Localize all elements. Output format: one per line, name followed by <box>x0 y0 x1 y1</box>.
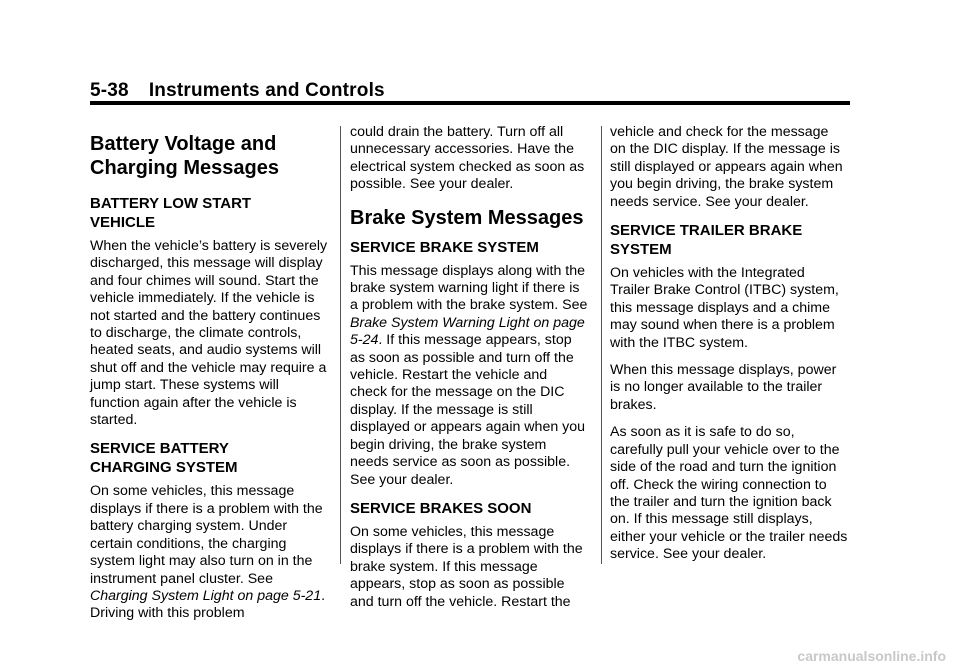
subheading-battery-low-start-vehicle: BATTERY LOW START VEHICLE <box>90 195 252 231</box>
brakes-soon-continuation-paragraph: vehicle and check for the message on the DIC display. If the message is still displayed or appears again when you begin driving, the brake system needs service. See your dealer. <box>610 124 843 210</box>
service-brakes-soon-paragraph: On some vehicles, this message displays if there is a problem with the brake system. If this message appears, stop as soon as possible and turn off the vehicle. Restart the <box>350 523 583 610</box>
subheading-service-brake-system: SERVICE BRAKE SYSTEM <box>350 238 539 256</box>
battery-continuation-paragraph: could drain the battery. Turn off all unnecessary accessories. Have the electrical system checked as soon as possible. See your dealer. <box>350 124 585 193</box>
subheading-service-trailer-brake-system: SERVICE TRAILER BRAKE SYSTEM <box>610 222 803 259</box>
section-title-brake-system: Brake System Messages <box>350 206 584 229</box>
section-title-battery-voltage: Battery Voltage and Charging Messages <box>90 133 279 179</box>
header-rule <box>90 101 850 105</box>
service-brake-paragraph: This message displays along with the brake system warning light if there is a problem with the brake system. See Brake System Warning Light on page 5‑24. If this message appears, stop as soon as possible and turn off the vehicle. Restart the vehicle and check for the message on the DIC display. If the message is still displayed or appears again when you begin driving, the brake system needs service as soon as possible. See your dealer. <box>350 262 588 488</box>
trailer-brake-paragraph-1: On vehicles with the Integrated Trailer Brake Control (ITBC) system, this message displays and a chime may sound when there is a problem with the ITBC system. <box>610 265 839 351</box>
column-3 <box>610 124 848 574</box>
column-1 <box>90 124 328 633</box>
chapter-title: Instruments and Controls <box>148 80 385 101</box>
footer-watermark: carmanualsonline.info <box>797 648 946 664</box>
subheading-service-brakes-soon: SERVICE BRAKES SOON <box>350 499 532 517</box>
trailer-brake-paragraph-2: When this message displays, power is no longer available to the trailer brakes. <box>610 362 837 413</box>
page-header <box>90 80 385 102</box>
column-divider-2 <box>601 126 602 564</box>
service-battery-paragraph: On some vehicles, this message displays if there is a problem with the battery charging system. Under certain conditions, the charging system light may also turn on in the instrument panel cluster. See Charging System Light on page 5‑21. Driving with this problem <box>90 483 326 622</box>
brake-system-warning-light-link[interactable]: Brake System Warning Light on page 5‑24 <box>350 314 585 349</box>
column-2 <box>350 124 588 621</box>
column-divider-1 <box>340 126 341 564</box>
trailer-brake-paragraph-3: As soon as it is safe to do so, carefully pull your vehicle over to the side of the road and turn the ignition off. Check the wiring connection to the trailer and turn the ignition back on. If this message still displays, either your vehicle or the trailer needs service. See your dealer. <box>610 424 848 563</box>
battery-low-paragraph: When the vehicle’s battery is severely discharged, this message will display and four chimes will sound. Start the vehicle immediately. If the vehicle is not started and the battery continues to discharge, the climate controls, heated seats, and audio systems will shut off and the vehicle may require a jump start. These systems will function again after the vehicle is started. <box>90 238 328 429</box>
subheading-service-battery-charging: SERVICE BATTERY CHARGING SYSTEM <box>90 440 238 477</box>
charging-system-light-link[interactable]: Charging System Light on page 5‑21 <box>90 587 322 604</box>
page-number: 5-38 <box>90 80 129 101</box>
